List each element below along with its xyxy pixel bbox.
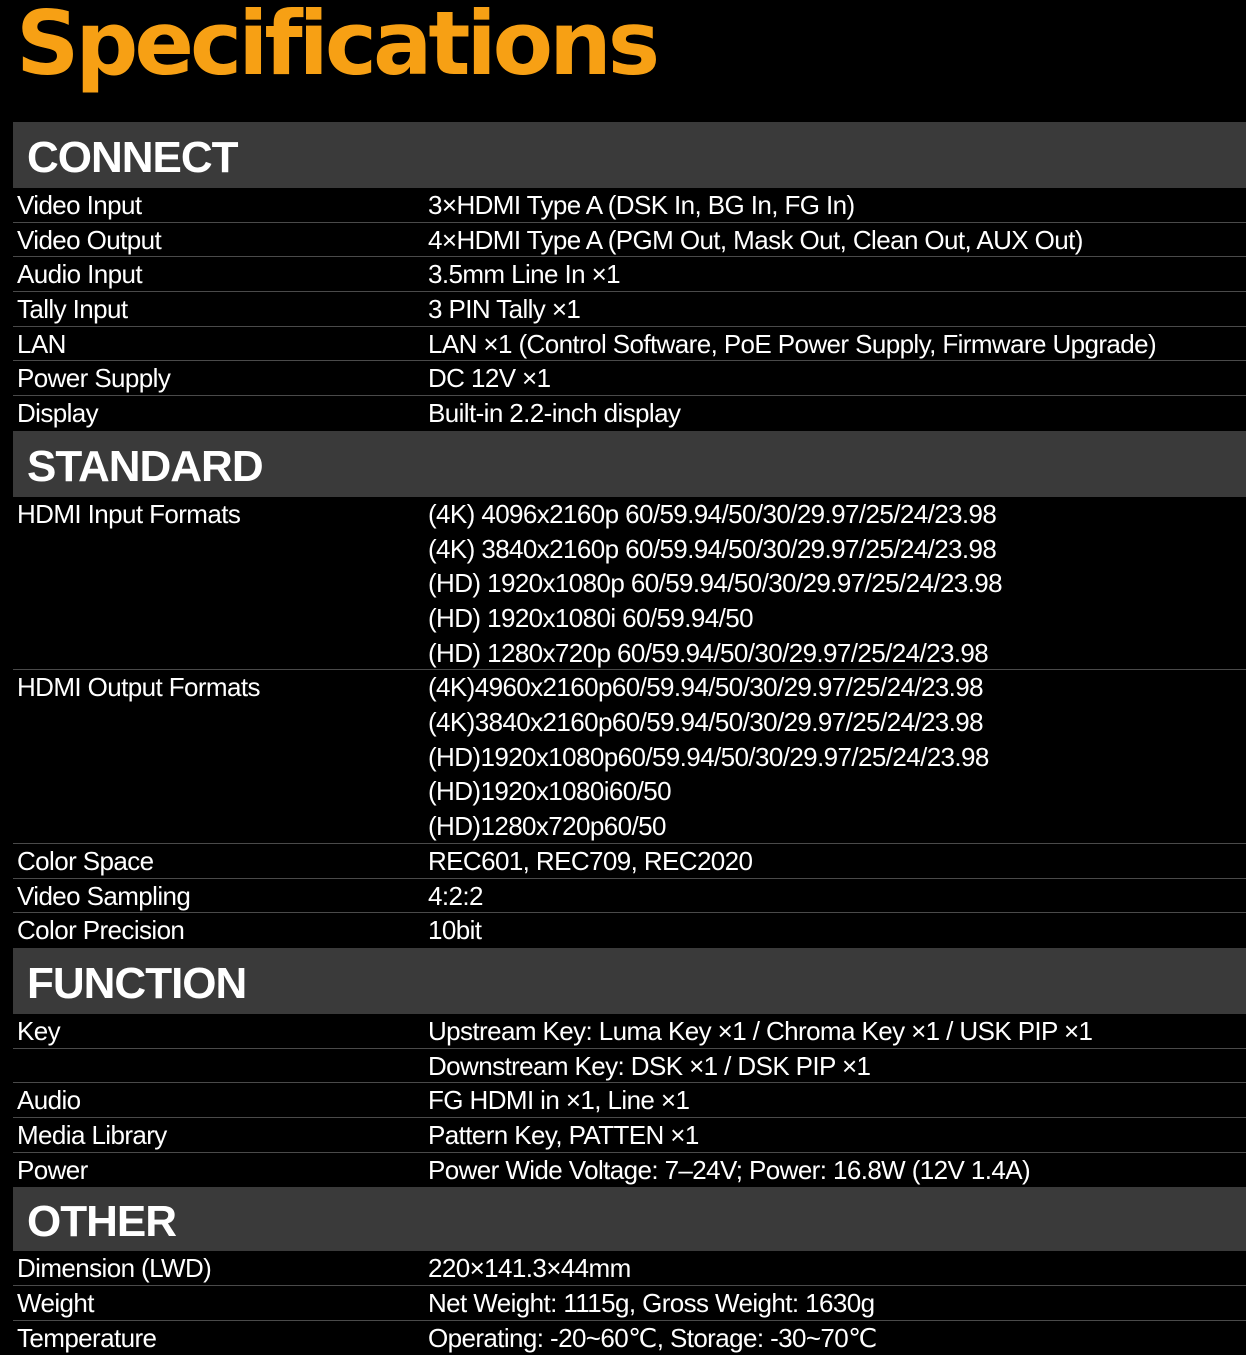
spec-value: 3 PIN Tally ×1 xyxy=(428,294,581,325)
spec-value: Pattern Key, PATTEN ×1 xyxy=(428,1119,699,1150)
spec-label: Key xyxy=(17,1015,61,1046)
spec-value: (HD) 1280x720p 60/59.94/50/30/29.97/25/24/23.98 xyxy=(428,637,989,668)
spec-row-hdmi-input-formats xyxy=(13,497,1246,671)
spec-label: Tally Input xyxy=(17,294,128,325)
spec-row-lan xyxy=(13,327,1246,362)
spec-label: Display xyxy=(17,398,99,429)
spec-label: Temperature xyxy=(17,1322,157,1353)
spec-row-tally-input xyxy=(13,292,1246,327)
section-title-connect: CONNECT xyxy=(27,133,238,182)
section-header-standard xyxy=(13,431,1246,497)
spec-value: Downstream Key: DSK ×1 / DSK PIP ×1 xyxy=(428,1050,871,1081)
spec-value: Upstream Key: Luma Key ×1 / Chroma Key ×1 / USK PIP ×1 xyxy=(428,1015,1093,1046)
spec-row-power xyxy=(13,1153,1246,1188)
section-header-other xyxy=(13,1187,1246,1251)
spec-row-display xyxy=(13,396,1246,431)
spec-value: (HD)1920x1080p60/59.94/50/30/29.97/25/24/23.98 xyxy=(428,741,989,772)
spec-value: 4×HDMI Type A (PGM Out, Mask Out, Clean Out, AUX Out) xyxy=(428,224,1083,255)
spec-value: Operating: -20~60℃, Storage: -30~70℃ xyxy=(428,1322,877,1353)
spec-row-audio xyxy=(13,1083,1246,1118)
spec-label: Media Library xyxy=(17,1119,167,1150)
section-header-function xyxy=(13,948,1246,1014)
spec-label: Color Precision xyxy=(17,915,185,946)
spec-value: Power Wide Voltage: 7–24V; Power: 16.8W (12V 1.4A) xyxy=(428,1154,1031,1185)
spec-label: Audio Input xyxy=(17,259,142,290)
spec-row-video-sampling xyxy=(13,879,1246,914)
spec-row-color-space xyxy=(13,844,1246,879)
spec-value: 3×HDMI Type A (DSK In, BG In, FG In) xyxy=(428,190,855,220)
spec-row-media-library xyxy=(13,1118,1246,1153)
spec-label: HDMI Output Formats xyxy=(17,672,260,703)
spec-label xyxy=(13,1049,428,1083)
spec-label: Video Sampling xyxy=(17,880,191,911)
spec-value: (4K)4960x2160p60/59.94/50/30/29.97/25/24/23.98 xyxy=(428,672,984,703)
spec-label: Power xyxy=(17,1154,88,1185)
spec-value: (4K) 3840x2160p 60/59.94/50/30/29.97/25/24/23.98 xyxy=(428,533,997,564)
spec-value: (4K) 4096x2160p 60/59.94/50/30/29.97/25/24/23.98 xyxy=(428,498,997,529)
spec-label: HDMI Input Formats xyxy=(17,498,241,529)
spec-value: Built-in 2.2-inch display xyxy=(428,398,681,429)
spec-value: (HD)1920x1080i60/50 xyxy=(428,776,671,807)
spec-label: Color Space xyxy=(17,845,154,876)
spec-value: Net Weight: 1115g, Gross Weight: 1630g xyxy=(428,1288,875,1318)
spec-table xyxy=(13,122,1246,1355)
spec-value: 4:2:2 xyxy=(428,880,483,911)
spec-value: LAN ×1 (Control Software, PoE Power Supply, Firmware Upgrade) xyxy=(428,328,1157,359)
spec-label: Power Supply xyxy=(17,363,171,394)
spec-value: REC601, REC709, REC2020 xyxy=(428,845,753,876)
spec-label: Video Input xyxy=(17,190,142,220)
spec-label: Dimension (LWD) xyxy=(17,1253,212,1284)
spec-row-audio-input xyxy=(13,257,1246,292)
spec-row-video-input xyxy=(13,188,1246,223)
spec-value: (4K)3840x2160p60/59.94/50/30/29.97/25/24/23.98 xyxy=(428,707,984,737)
spec-row-weight xyxy=(13,1286,1246,1321)
spec-value: 3.5mm Line In ×1 xyxy=(428,259,621,290)
spec-label: Video Output xyxy=(17,224,162,255)
section-title-standard: STANDARD xyxy=(27,441,263,491)
spec-row-downstream-key xyxy=(13,1049,1246,1084)
spec-value: (HD) 1920x1080i 60/59.94/50 xyxy=(428,602,753,633)
spec-row-dimension xyxy=(13,1251,1246,1286)
spec-row-power-supply xyxy=(13,361,1246,396)
section-title-function: FUNCTION xyxy=(27,958,247,1008)
spec-row-hdmi-output-formats xyxy=(13,670,1246,844)
spec-value: 220×141.3×44mm xyxy=(428,1253,631,1284)
spec-label: Audio xyxy=(17,1085,81,1116)
spec-value: FG HDMI in ×1, Line ×1 xyxy=(428,1085,690,1116)
spec-value: (HD)1280x720p60/50 xyxy=(428,811,666,842)
spec-label: LAN xyxy=(17,328,66,359)
spec-value: (HD) 1920x1080p 60/59.94/50/30/29.97/25/24/23.98 xyxy=(428,568,1003,599)
spec-row-key xyxy=(13,1014,1246,1049)
spec-label: Weight xyxy=(17,1288,94,1318)
spec-value: 10bit xyxy=(428,915,482,946)
section-title-other: OTHER xyxy=(27,1197,176,1247)
spec-row-video-output xyxy=(13,223,1246,258)
spec-row-color-precision xyxy=(13,913,1246,948)
section-header-connect xyxy=(13,122,1246,188)
spec-value: DC 12V ×1 xyxy=(428,363,551,394)
page-title: Specifications xyxy=(16,0,657,95)
